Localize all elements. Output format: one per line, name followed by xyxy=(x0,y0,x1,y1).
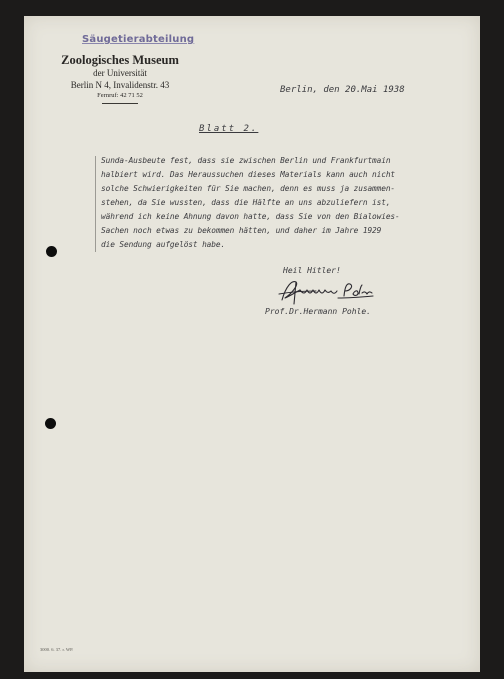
body-line: stehen, da Sie wussten, dass die Hälfte an uns abzuliefern ist, xyxy=(101,198,391,207)
letter-page xyxy=(24,16,480,672)
letterhead-university: der Universität xyxy=(93,68,147,78)
letterhead-rule xyxy=(102,103,138,104)
letter-date: Berlin, den 20.Mai 1938 xyxy=(280,85,405,95)
punch-hole xyxy=(45,418,56,429)
letterhead-address: Berlin N 4, Invalidenstr. 43 xyxy=(70,80,170,90)
body-line: Sachen noch etwas zu bekommen hätten, und daher im Jahre 1929 xyxy=(101,226,382,235)
body-line: Sunda-Ausbeute fest, dass sie zwischen Berlin und Frankfurtmain xyxy=(101,156,391,165)
handwritten-signature xyxy=(276,276,376,306)
punch-hole xyxy=(46,246,57,257)
body-line: solche Schwierigkeiten für Sie machen, denn es muss ja zusammen- xyxy=(101,184,396,193)
print-footer: 3000. 6. 37. r. WP. xyxy=(40,647,74,652)
letterhead-institution: Zoologisches Museum xyxy=(61,53,179,67)
body-line: halbiert wird. Das Heraussuchen dieses Materials kann auch nicht xyxy=(101,170,396,179)
body-line: während ich keine Ahnung davon hatte, dass Sie von den Bialowies- xyxy=(101,212,400,221)
letter-closing: Heil Hitler! xyxy=(283,266,341,275)
letterhead xyxy=(40,53,200,104)
page-label: Blatt 2. xyxy=(199,124,259,134)
body-line: die Sendung aufgelöst habe. xyxy=(101,240,226,249)
signer-name: Prof.Dr.Hermann Pohle. xyxy=(265,307,371,316)
margin-line xyxy=(95,156,96,252)
letter-body xyxy=(101,154,400,252)
letterhead-phone: Fernruf: 42 71 52 xyxy=(97,92,143,99)
department-stamp: Säugetierabteilung xyxy=(82,34,195,45)
